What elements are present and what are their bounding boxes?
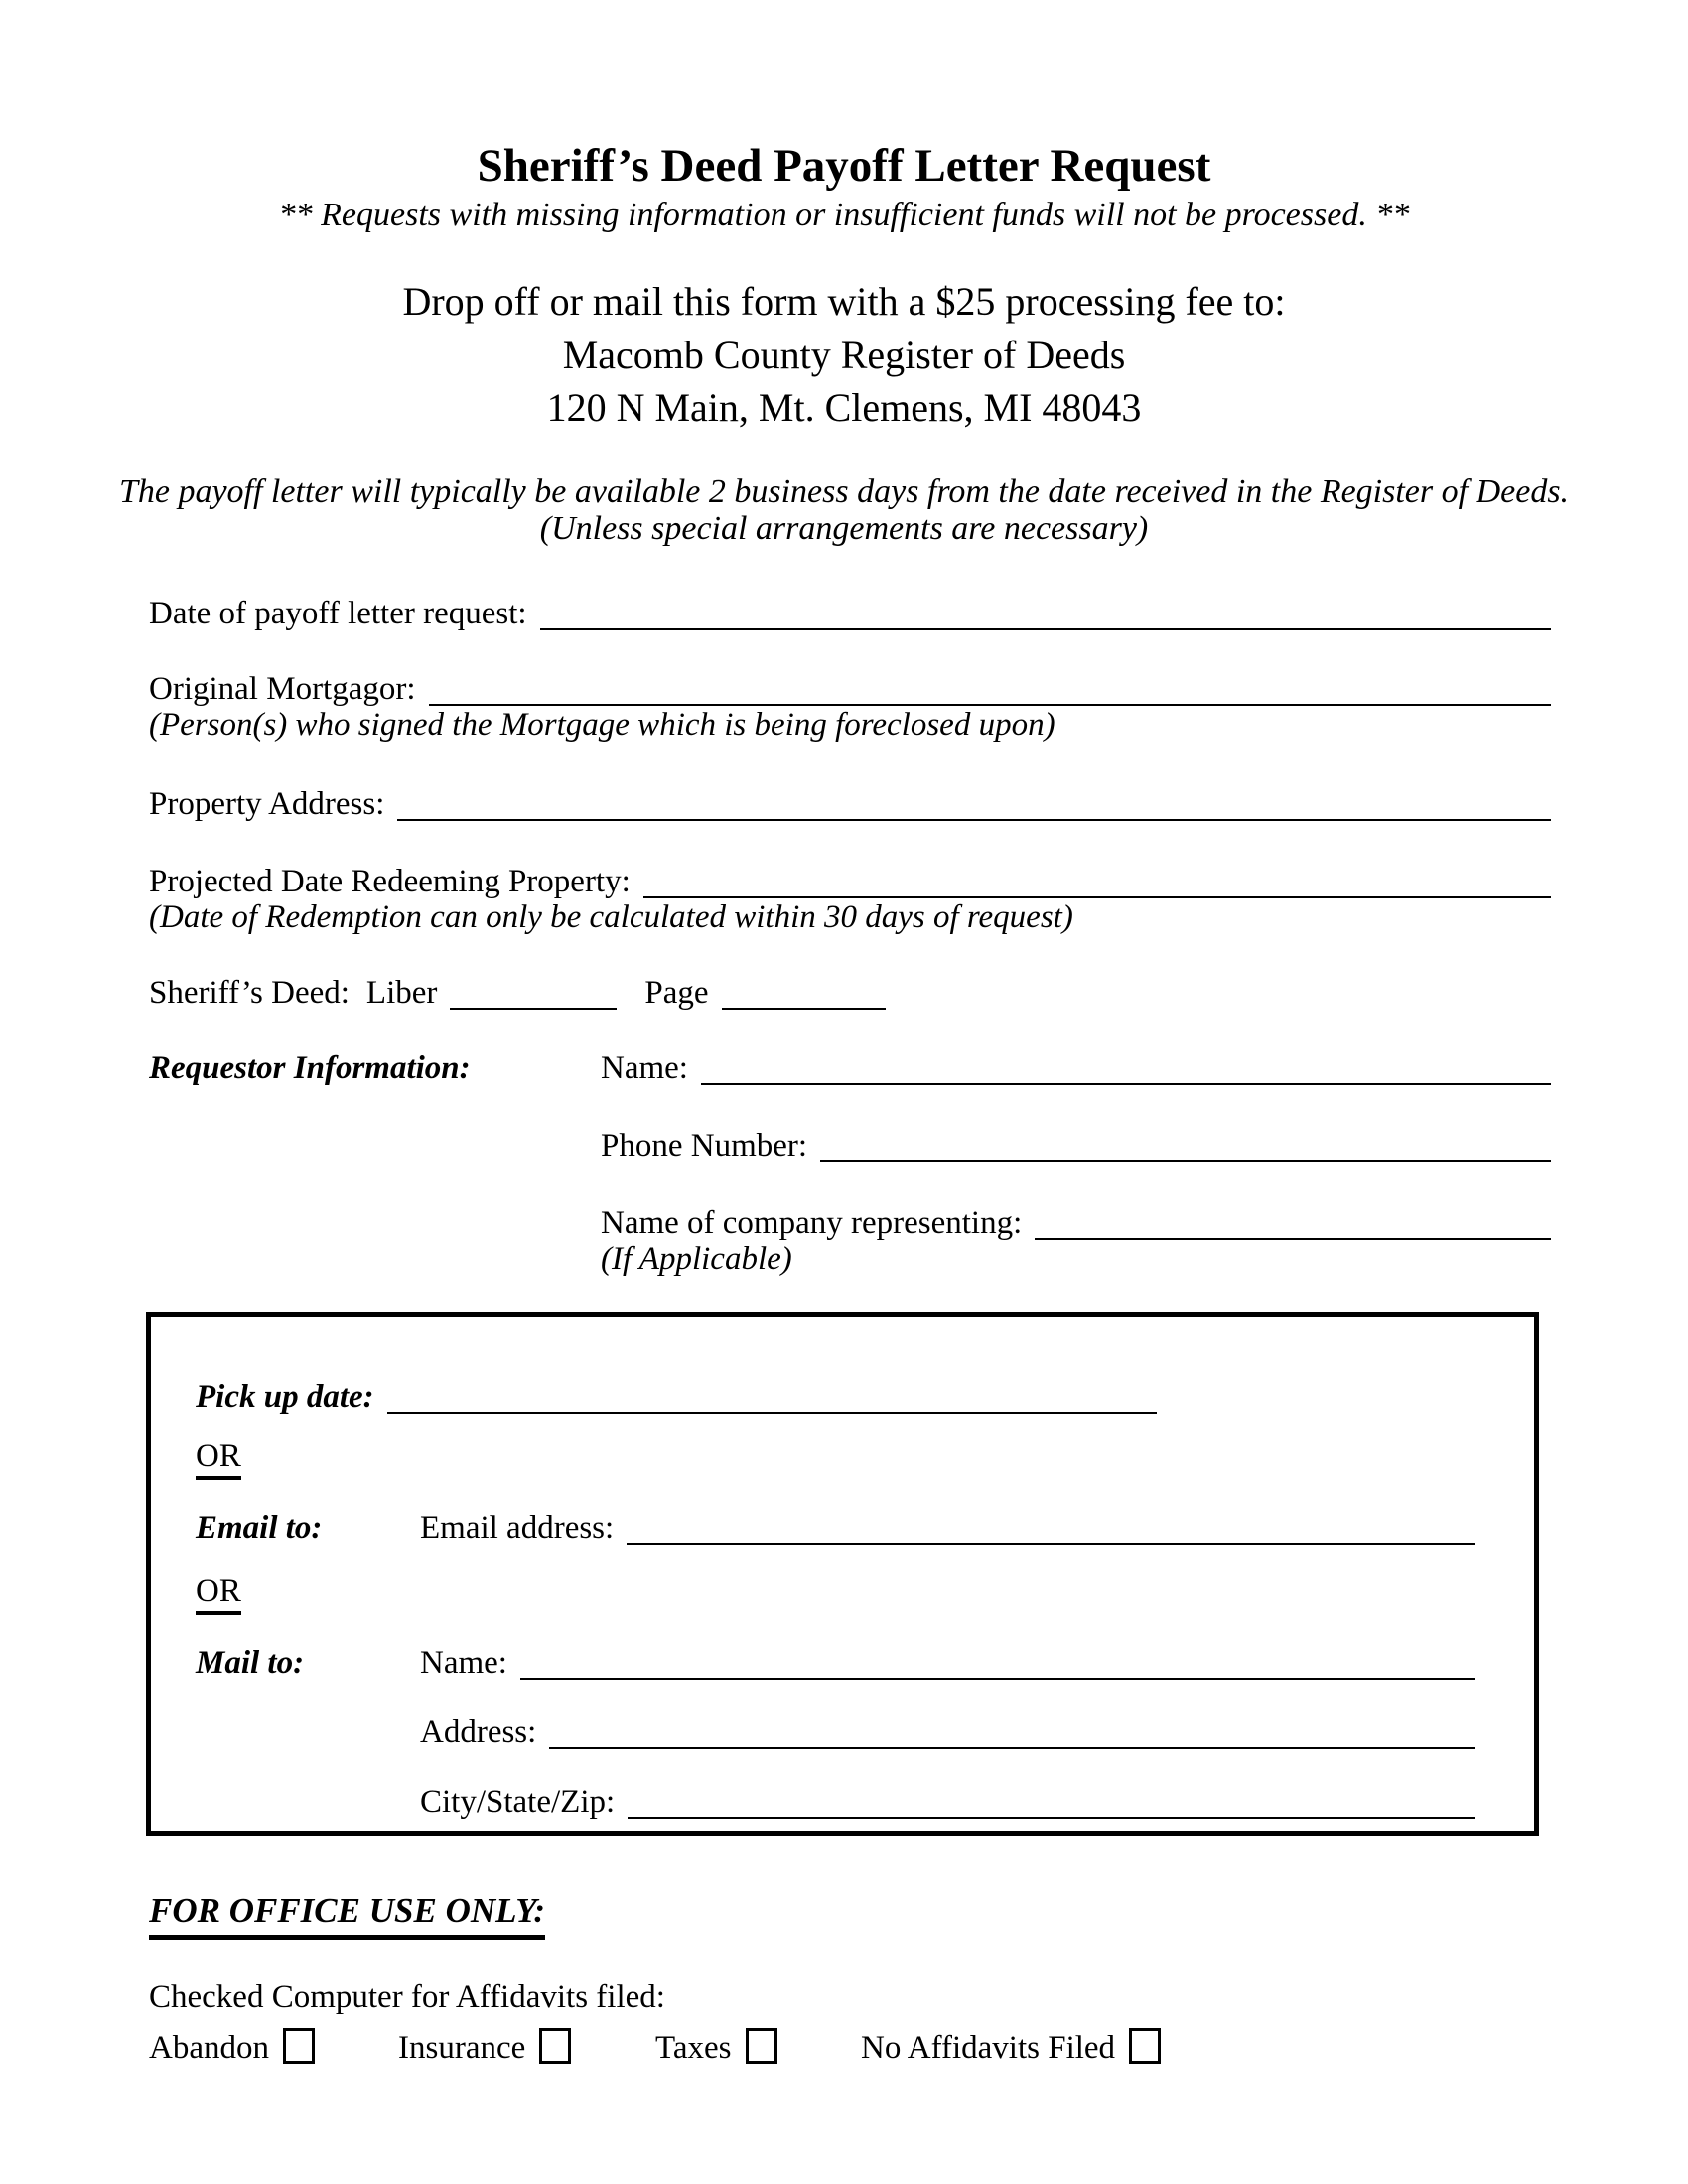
mail-name-label: Name: xyxy=(420,1645,507,1681)
requestor-company-input-line[interactable] xyxy=(1035,1234,1551,1240)
email-address-input-line[interactable] xyxy=(627,1539,1475,1545)
mail-city-state-zip-input-line[interactable] xyxy=(628,1813,1475,1819)
mail-address-row xyxy=(196,1710,1475,1752)
requestor-info-label: Requestor Information: xyxy=(149,1050,471,1086)
mail-to-name-row xyxy=(196,1641,1475,1683)
date-of-request-label: Date of payoff letter request: xyxy=(149,596,527,631)
checkbox-no-affidavits-filed[interactable] xyxy=(1129,2028,1161,2064)
mail-name-input-line[interactable] xyxy=(520,1674,1475,1680)
warning-text: ** Requests with missing information or insufficient funds will not be processed. ** xyxy=(278,197,1410,233)
projected-date-input-line[interactable] xyxy=(643,892,1551,898)
checkbox-abandon[interactable] xyxy=(283,2028,315,2064)
page-title: Sheriff’s Deed Payoff Letter Request xyxy=(477,140,1211,192)
original-mortgagor-row xyxy=(149,667,1551,709)
or-separator-1: OR xyxy=(196,1438,241,1480)
date-of-request-input-line[interactable] xyxy=(540,624,1551,630)
checkbox-taxes[interactable] xyxy=(746,2028,777,2064)
affidavit-option-no-affidavits xyxy=(861,2027,1161,2069)
taxes-label: Taxes xyxy=(655,2030,732,2066)
requestor-name-input-line[interactable] xyxy=(701,1079,1551,1085)
requestor-company-label: Name of company representing: xyxy=(601,1205,1023,1241)
email-address-label: Email address: xyxy=(420,1510,615,1546)
abandon-label: Abandon xyxy=(149,2030,269,2066)
requestor-phone-label: Phone Number: xyxy=(601,1128,808,1163)
sheriffs-deed-label: Sheriff’s Deed: xyxy=(149,975,350,1011)
dropoff-instruction: Drop off or mail this form with a $25 processing fee to: xyxy=(402,279,1286,324)
mail-city-state-zip-row xyxy=(196,1780,1475,1822)
availability-note-line1: The payoff letter will typically be available 2 business days from the date received in the Register of Deeds. xyxy=(118,474,1570,510)
requestor-company-row xyxy=(601,1201,1551,1243)
property-address-row xyxy=(149,782,1551,824)
date-of-request-row xyxy=(149,592,1551,633)
page-input-line[interactable] xyxy=(722,1004,886,1010)
liber-input-line[interactable] xyxy=(450,1004,617,1010)
checkbox-insurance[interactable] xyxy=(539,2028,571,2064)
affidavits-checked-label: Checked Computer for Affidavits filed: xyxy=(149,1979,665,2015)
affidavit-option-insurance xyxy=(398,2027,571,2069)
requestor-name-label: Name: xyxy=(601,1050,688,1086)
or-separator-2: OR xyxy=(196,1573,241,1615)
property-address-input-line[interactable] xyxy=(397,815,1551,821)
delivery-options-box xyxy=(146,1312,1539,1836)
pickup-date-label: Pick up date: xyxy=(196,1379,374,1415)
original-mortgagor-label: Original Mortgagor: xyxy=(149,671,416,707)
insurance-label: Insurance xyxy=(398,2030,526,2066)
availability-note-line2: (Unless special arrangements are necessary) xyxy=(539,510,1149,547)
pickup-date-row xyxy=(196,1375,1475,1417)
email-to-label: Email to: xyxy=(196,1510,323,1546)
requestor-company-note: (If Applicable) xyxy=(601,1241,792,1277)
property-address-label: Property Address: xyxy=(149,786,385,822)
affidavit-option-abandon xyxy=(149,2027,315,2069)
affidavit-option-taxes xyxy=(655,2027,777,2069)
no-affidavits-filed-label: No Affidavits Filed xyxy=(861,2030,1116,2066)
liber-label: Liber xyxy=(365,975,438,1011)
requestor-name-row xyxy=(149,1046,1551,1088)
dropoff-address: 120 N Main, Mt. Clemens, MI 48043 xyxy=(546,385,1142,430)
mail-city-state-zip-label: City/State/Zip: xyxy=(420,1784,616,1820)
sheriffs-deed-row xyxy=(149,971,1551,1013)
requestor-phone-input-line[interactable] xyxy=(820,1157,1551,1162)
dropoff-office-name: Macomb County Register of Deeds xyxy=(562,333,1126,377)
original-mortgagor-input-line[interactable] xyxy=(429,700,1551,706)
projected-date-note: (Date of Redemption can only be calculated within 30 days of request) xyxy=(149,899,1073,935)
mail-address-input-line[interactable] xyxy=(549,1743,1475,1749)
projected-date-label: Projected Date Redeeming Property: xyxy=(149,864,631,899)
page-label: Page xyxy=(644,975,709,1011)
mail-to-label: Mail to: xyxy=(196,1645,305,1681)
mail-address-label: Address: xyxy=(420,1714,537,1750)
office-use-heading: FOR OFFICE USE ONLY: xyxy=(149,1892,545,1940)
pickup-date-input-line[interactable] xyxy=(387,1408,1157,1414)
email-to-row xyxy=(196,1506,1475,1548)
projected-date-row xyxy=(149,860,1551,901)
original-mortgagor-note: (Person(s) who signed the Mortgage which is being foreclosed upon) xyxy=(149,707,1055,743)
requestor-phone-row xyxy=(601,1124,1551,1165)
